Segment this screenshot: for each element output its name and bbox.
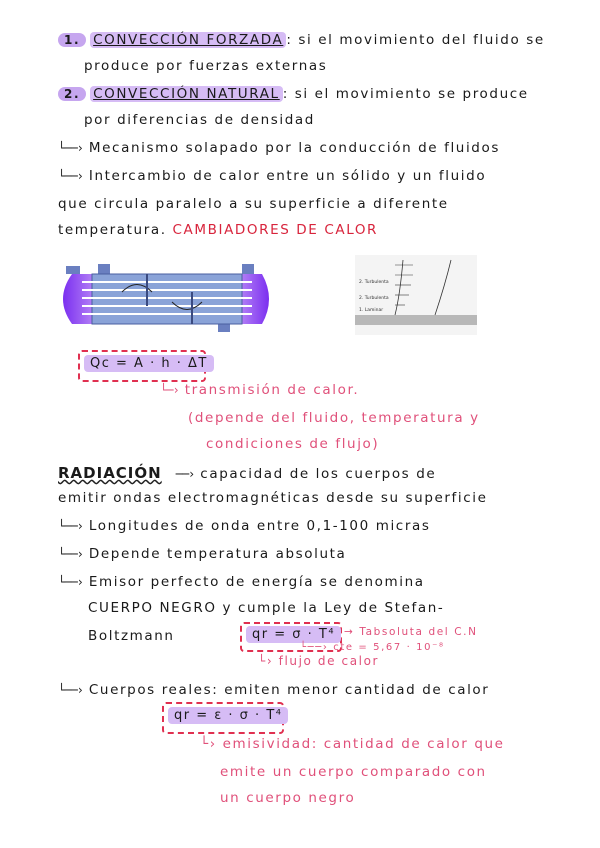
text: temperatura.: [58, 222, 167, 238]
cambiadores-de-calor: CAMBIADORES DE CALOR: [172, 222, 379, 238]
line-fuerzas-externas: produce por fuerzas externas: [84, 58, 328, 74]
text: flujo de calor: [278, 654, 380, 668]
note-depende: (depende del fluido, temperatura y: [188, 410, 480, 426]
text: Intercambio de calor entre un sólido y un fluido: [88, 168, 487, 184]
arrow-icon: └›: [258, 654, 279, 668]
note-tabsoluta: [344, 626, 478, 638]
line-densidad: por diferencias de densidad: [84, 112, 315, 128]
formula-real: qr = ε · σ · T⁴: [168, 707, 288, 724]
nozzle: [242, 264, 254, 274]
line-depende: [58, 546, 346, 562]
arrow-icon: └──›: [58, 683, 83, 697]
arrow-icon: →: [344, 626, 360, 638]
arrow-icon: └──›: [300, 642, 334, 653]
note-cte: [300, 642, 445, 653]
text: Emisor perfecto de energía se denomina: [88, 574, 425, 590]
label-turbulenta: 2. Turbulenta: [359, 280, 389, 285]
text: cte = 5,67 · 10⁻⁸: [333, 642, 445, 653]
nozzle: [98, 264, 110, 274]
line-emisor: [58, 574, 425, 590]
text: capacidad de los cuerpos de: [200, 466, 437, 482]
boundary-layer-diagram: [355, 255, 477, 335]
line-conveccion-forzada: [58, 32, 545, 48]
text: : si el movimiento del fluido se: [286, 32, 545, 48]
section-title-radiacion: RADIACIÓN: [58, 464, 162, 482]
text: Depende temperatura absoluta: [88, 546, 347, 562]
text: Tabsoluta del C.N: [359, 626, 478, 638]
term-conveccion-forzada: CONVECCIÓN FORZADA: [90, 32, 286, 48]
line-emitir: emitir ondas electromagnéticas desde su superficie: [58, 490, 488, 506]
arrow-icon: └──›: [58, 169, 83, 183]
arrow-icon: └──›: [58, 519, 83, 533]
line-radiacion: [58, 464, 436, 482]
arrow-icon: └──›: [58, 141, 83, 155]
heat-exchanger-diagram: [52, 262, 276, 334]
line-temperatura: [58, 222, 378, 238]
note-flujo: [258, 654, 379, 668]
note-transmision: [160, 382, 359, 398]
line-cuerpos-reales: [58, 682, 489, 698]
text: Cuerpos reales: emiten menor cantidad de calor: [88, 682, 490, 698]
line-boltzmann: Boltzmann: [88, 628, 175, 644]
arrow-icon: └──›: [58, 575, 83, 589]
term-conveccion-natural: CONVECCIÓN NATURAL: [90, 86, 283, 102]
note-emite: emite un cuerpo comparado con: [220, 764, 487, 780]
line-mecanismo: [58, 140, 500, 156]
note-cuerpo-negro: un cuerpo negro: [220, 790, 356, 806]
line-cuerpo-negro: CUERPO NEGRO y cumple la Ley de Stefan-: [88, 600, 445, 616]
arrow-icon: └──›: [58, 547, 83, 561]
text: emisividad: cantidad de calor que: [222, 736, 505, 752]
formula-qc: Qc = A · h · ΔT: [84, 355, 214, 372]
bullet-number: 2.: [58, 87, 86, 101]
note-condiciones: condiciones de flujo): [206, 436, 380, 452]
formula-stefan: qr = σ · T⁴: [246, 626, 341, 643]
line-intercambio: [58, 168, 486, 184]
arrow-icon: └─›: [160, 383, 179, 397]
text: transmisión de calor.: [184, 382, 360, 398]
note-emisividad: [200, 736, 505, 752]
text: : si el movimiento se produce: [282, 86, 529, 102]
label-transicion: 2. Turbulenta: [359, 296, 389, 301]
text: Mecanismo solapado por la conducción de fluidos: [88, 140, 500, 156]
line-conveccion-natural: [58, 86, 529, 102]
arrow-icon: └›: [200, 736, 223, 752]
label-laminar: 1. Laminar: [359, 308, 384, 313]
nozzle: [66, 266, 80, 274]
line-longitudes: [58, 518, 430, 534]
text: Longitudes de onda entre 0,1-100 micras: [88, 518, 431, 534]
plate: [355, 315, 477, 325]
arrow-icon: ──›: [175, 467, 195, 481]
line-circula: que circula paralelo a su superficie a diferente: [58, 196, 449, 212]
bullet-number: 1.: [58, 33, 86, 47]
